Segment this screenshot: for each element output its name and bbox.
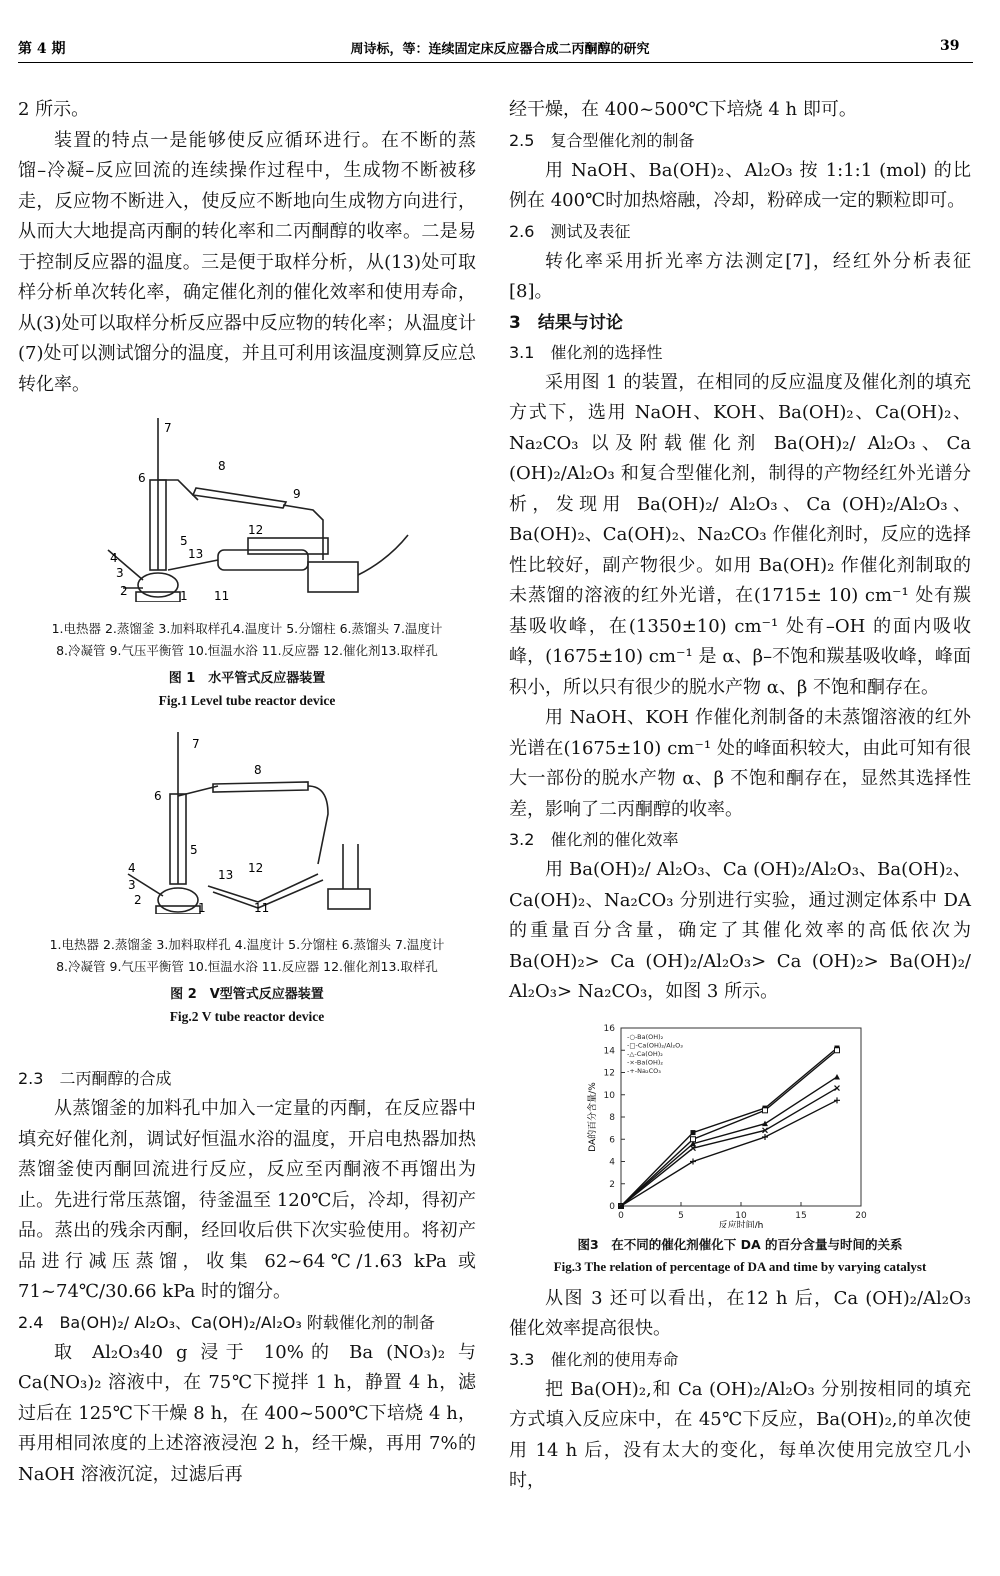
chart-point (834, 1097, 840, 1103)
fig1-label-1: 1 (180, 589, 188, 602)
chart-legend-entry: -○-Ba(OH)₂ (627, 1032, 664, 1041)
figure-2 (18, 724, 476, 1028)
figure-1-caption-cn: 图 1 水平管式反应器装置 (168, 671, 326, 686)
chart-series-line (621, 1088, 837, 1206)
chart-point (835, 1047, 840, 1052)
chart-point (762, 1134, 768, 1140)
chart-legend-entry: -×-Ba(OH)₂ (627, 1058, 664, 1066)
section-3-2-paragraph-2: 从图 3 还可以看出，在12 h 后，Ca (OH)₂/Al₂O₃ 催化效率提高很快。 (509, 1287, 971, 1339)
figure-2-caption-en: Fig.2 V tube reactor device (169, 1009, 325, 1024)
chart-point (834, 1073, 840, 1079)
chart-x-tick-label: 15 (795, 1210, 807, 1221)
section-3-2-title: 3.2 催化剂的催化效率 (509, 830, 679, 849)
section-3-3-paragraph-1: 把 Ba(OH)₂,和 Ca (OH)₂/Al₂O₃ 分别按相同的填充方式填入反应床中，在 45℃下反应，Ba(OH)₂,的单次使用 14 h 后，没有太大的变化，每单次使用完放空几小时， (509, 1378, 971, 1491)
fig1-label-4: 4 (110, 551, 118, 565)
section-2-6-text: 转化率采用折光率方法测定[7]，经红外分析表征[8]。 (509, 250, 971, 302)
fig2-label-11: 11 (254, 901, 270, 914)
left-column (18, 95, 476, 1490)
chart-x-tick-label: 20 (855, 1210, 867, 1221)
section-2-6-title: 2.6 测试及表征 (509, 221, 631, 241)
section-3-1-paragraph-1: 采用图 1 的装置，在相同的反应温度及催化剂的填充方式下，选用 NaOH、KOH、Ba(OH)₂、Ca(OH)₂、Na₂CO₃ 以及附载催化剂 Ba(OH)₂/ Al₂O₃、Ca (OH)₂/Al₂O₃ 和复合型催化剂，制得的产物经红外光谱分析，发现用 Ba(OH)₂/ Al₂O₃、Ca (OH)₂/Al₂O₃、Ba(OH)₂、Ca(OH)₂、Na₂CO₃ 作催化剂时，反应的选择性比较好，副产物很少。如用 Ba(OH)₂ 作催化剂制取的未蒸馏的溶液的红外光谱，在(1715± 10) cm⁻¹ 处有羰基吸收峰，在(1350±10) cm⁻¹ 处有–OH 的面内吸收峰，(1675±10) cm⁻¹ 是 α、β–不饱和羰基吸收峰，峰面积小，所以只有很少的脱水产物 α、β 不饱和酮存在。 (509, 371, 971, 698)
chart-y-tick-label: 12 (603, 1068, 615, 1078)
figure-2-caption-cn: 图 2 V型管式反应器装置 (170, 987, 324, 1002)
chart-point (763, 1107, 768, 1112)
figure-3-chart (509, 1018, 971, 1228)
paragraph-continuation-right: 经干燥，在 400~500℃下培烧 4 h 即可。 (509, 99, 857, 120)
issue-number: 第 4 期 (18, 41, 66, 57)
chart-legend-entry: -△-Ca(OH)₂ (627, 1049, 663, 1058)
fig1-label-7: 7 (164, 421, 172, 435)
section-2-4-text: 取 Al₂O₃40 g 浸于 10%的 Ba (NO₃)₂ 与 Ca(NO₃)₂ 溶液中，在 75℃下搅拌 1 h，静置 4 h，滤过后在 125℃下干燥 8 h，在 400~500℃下培烧 4 h，再用相同浓度的上述溶液浸泡 2 h，经干燥，再用 7%的 NaOH 溶液沉淀，过滤后再 (18, 1341, 476, 1485)
figure-1-legend-line-2: 8.冷凝管 9.气压平衡管 10.恒温水浴 11.反应器 12.催化剂13.取样孔 (56, 643, 438, 658)
chart-y-tick-label: 8 (609, 1112, 615, 1123)
chart-y-tick-label: 10 (603, 1090, 615, 1101)
fig2-label-5: 5 (190, 843, 198, 857)
paragraph-continuation: 2 所示。 (18, 99, 90, 120)
fig2-label-3: 3 (128, 878, 136, 892)
fig1-label-11: 11 (214, 589, 230, 602)
section-3-title: 3 结果与讨论 (509, 312, 623, 333)
fig1-label-6: 6 (138, 471, 146, 485)
figure-2-legend-line-2: 8.冷凝管 9.气压平衡管 10.恒温水浴 11.反应器 12.催化剂13.取样孔 (56, 959, 438, 974)
chart-y-axis-label: DA的百分含量/% (588, 1081, 598, 1152)
figure-1-caption-en: Fig.1 Level tube reactor device (158, 693, 336, 708)
fig1-label-2: 2 (120, 584, 128, 598)
figure-3-caption-en: Fig.3 The relation of percentage of DA and time by varying catalyst (553, 1258, 927, 1274)
right-column (509, 95, 971, 1497)
chart-y-tick-label: 4 (609, 1157, 615, 1167)
section-3-2-paragraph-1: 用 Ba(OH)₂/ Al₂O₃、Ca (OH)₂/Al₂O₃、Ba(OH)₂、Ca(OH)₂、Na₂CO₃ 分别进行实验，通过测定体系中 DA 的重量百分含量，确定了其催化效率的高低依次为 Ba(OH)₂> Ca (OH)₂/Al₂O₃> Ca (OH)₂> Ba(OH)₂/ Al₂O₃> Na₂CO₃，如图 3 所示。 (509, 859, 971, 1002)
page-number: 39 (940, 38, 960, 54)
paragraph-device-features: 装置的特点一是能够使反应循环进行。在不断的蒸馏–冷凝–反应回流的连续操作过程中，生成物不断被移走，反应物不断进入，使反应不断地向生成物方向进行，从而大大地提高丙酮的转化率和二丙酮醇的收率。二是易于控制反应器的温度。三是便于取样分析，从(13)处可取样分析单次转化率，确定催化剂的催化效率和使用寿命，从(3)处可以取样分析反应器中反应物的转化率；从温度计(7)处可以测试馏分的温度，并且可利用该温度测算反应总转化率。 (18, 129, 476, 395)
fig2-label-1: 1 (198, 901, 206, 914)
chart-x-axis-label: 反应时间/h (718, 1220, 764, 1228)
header-rule (18, 62, 973, 63)
section-2-5-text: 用 NaOH、Ba(OH)₂、Al₂O₃ 按 1:1:1 (mol) 的比例在 400℃时加热熔融，冷却，粉碎成一定的颗粒即可。 (509, 159, 971, 211)
chart-legend-entry: -+-Na₂CO₃ (627, 1066, 661, 1075)
figure-1-diagram (18, 410, 476, 602)
fig2-label-13: 13 (218, 868, 234, 882)
section-3-3-title: 3.3 催化剂的使用寿命 (509, 1349, 679, 1369)
section-2-3-title: 2.3 二丙酮醇的合成 (18, 1069, 172, 1088)
fig2-label-6: 6 (154, 789, 162, 803)
figure-3 (509, 1018, 971, 1278)
figure-2-legend-line-1: 1.电热器 2.蒸馏釜 3.加料取样孔 4.温度计 5.分馏柱 6.蒸馏头 7.温度计 (49, 937, 445, 952)
section-2-5-title: 2.5 复合型催化剂的制备 (509, 130, 695, 150)
section-2-3-text: 从蒸馏釜的加料孔中加入一定量的丙酮，在反应器中填充好催化剂，调试好恒温水浴的温度，开启电热器加热蒸馏釜使丙酮回流进行反应，反应至丙酮液不再馏出为止。先进行常压蒸馏，待釜温至 120℃后，冷却，得初产品。蒸出的残余丙酮，经回收后供下次实验使用。将初产品进行减压蒸馏，收集 62~64℃/1.63 kPa 或 71~74℃/30.66 kPa 时的馏分。 (18, 1098, 476, 1302)
fig2-label-4: 4 (128, 861, 136, 875)
fig1-label-9: 9 (293, 487, 301, 501)
section-2-4-title: 2.4 Ba(OH)₂/ Al₂O₃、Ca(OH)₂/Al₂O₃ 附载催化剂的制备 (18, 1312, 435, 1332)
section-3-1-title: 3.1 催化剂的选择性 (509, 342, 663, 362)
figure-1-legend-line-1: 1.电热器 2.蒸馏釜 3.加料取样孔4.温度计 5.分馏柱 6.蒸馏头 7.温度计 (51, 621, 443, 636)
chart-series-line (621, 1100, 837, 1206)
chart-y-tick-label: 0 (609, 1201, 615, 1212)
chart-x-tick-label: 10 (735, 1210, 747, 1221)
chart-y-tick-label: 6 (609, 1134, 615, 1145)
fig1-label-13: 13 (188, 547, 204, 561)
fig1-label-8: 8 (218, 459, 226, 473)
fig1-label-3: 3 (116, 566, 124, 580)
chart-x-tick-label: 5 (678, 1210, 684, 1221)
fig1-label-12: 12 (248, 523, 264, 537)
figure-2-diagram (18, 724, 476, 914)
fig2-label-8: 8 (254, 763, 262, 777)
chart-y-tick-label: 14 (603, 1045, 615, 1056)
running-title: 周诗标，等：连续固定床反应器合成二丙酮醇的研究 (350, 42, 650, 57)
fig2-label-12: 12 (248, 861, 264, 875)
chart-y-tick-label: 16 (603, 1023, 615, 1034)
chart-legend-entry: -□-Ca(OH)₂/Al₂O₃ (627, 1041, 683, 1049)
fig1-label-5: 5 (180, 534, 188, 548)
section-3-1-paragraph-2: 用 NaOH、KOH 作催化剂制备的未蒸馏溶液的红外光谱在(1675±10) cm⁻¹ 处的峰面积较大，由此可知有很大一部份的脱水产物 α、β 不饱和酮存在，显然其选择性差，影响了二丙酮醇的收率。 (509, 707, 971, 820)
chart-point (691, 1130, 696, 1135)
figure-1 (18, 410, 476, 712)
chart-x-tick-label: 0 (618, 1210, 624, 1221)
fig2-label-7: 7 (192, 737, 200, 751)
figure-3-caption-cn: 图3 在不同的催化剂催化下 DA 的百分含量与时间的关系 (577, 1236, 903, 1252)
chart-point (835, 1085, 840, 1090)
chart-y-tick-label: 2 (609, 1179, 615, 1190)
fig2-label-2: 2 (134, 893, 142, 907)
